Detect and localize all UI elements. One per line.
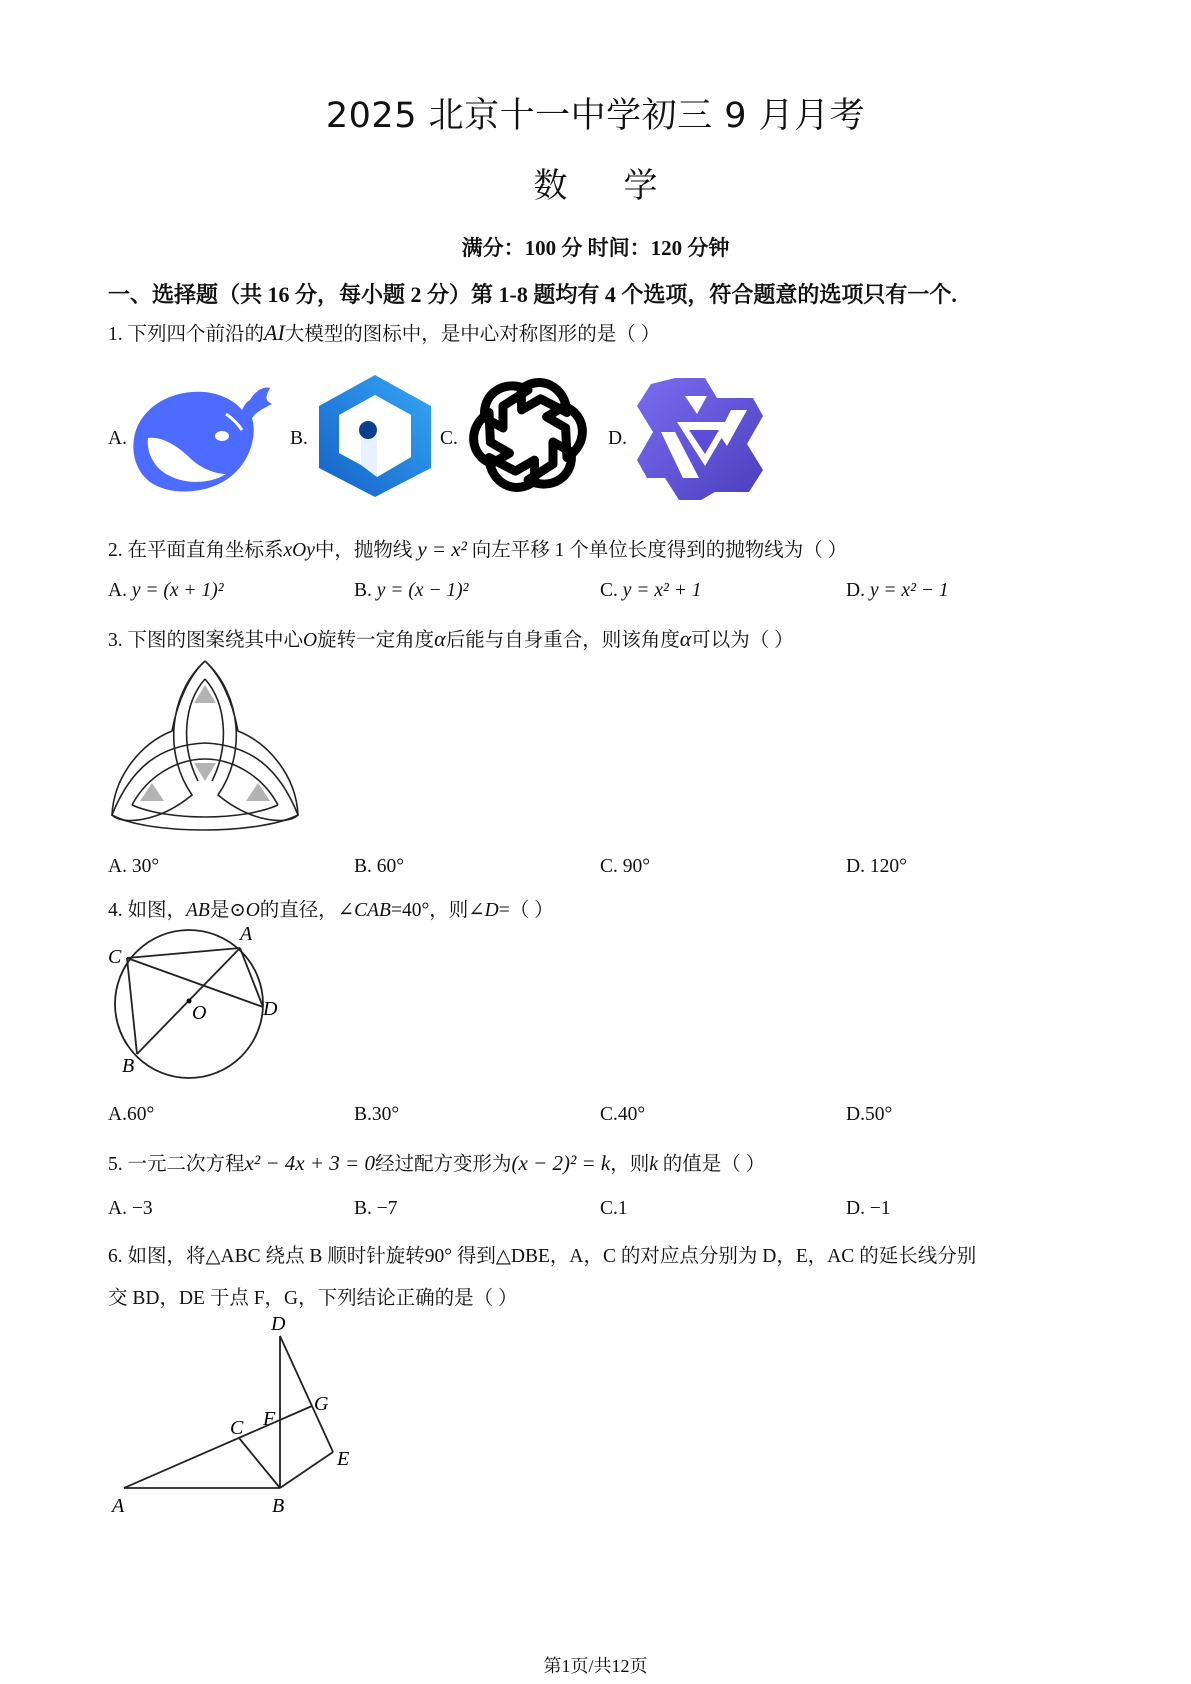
section-heading: 一、选择题（共 16 分，每小题 2 分）第 1-8 题均有 4 个选项，符合题意的选项只有一个. <box>108 282 957 307</box>
triquetra-figure <box>108 655 303 840</box>
circle-diameter-figure <box>100 918 300 1093</box>
subject-title <box>0 158 1191 207</box>
whale-logo-icon <box>130 378 280 498</box>
q3-option-c: C. 90° <box>600 856 651 877</box>
rotation-triangle-figure <box>100 1310 380 1520</box>
q1-option-a-label: A. <box>108 428 127 449</box>
q2-option-c: C. y = x² + 1 <box>600 580 702 601</box>
q3-option-d: D. 120° <box>846 856 907 877</box>
q2-option-a: A. y = (x + 1)² <box>108 580 224 601</box>
point-b-label: B <box>272 1495 285 1517</box>
point-f-label: F <box>263 1408 276 1430</box>
point-o-label: O <box>192 1002 207 1024</box>
exam-meta: 满分：100 分 时间：120 分钟 <box>461 236 730 260</box>
q5-option-c: C.1 <box>600 1198 628 1219</box>
point-g-label: G <box>314 1393 329 1415</box>
q4-option-d: D.50° <box>846 1104 893 1125</box>
question-5: 5. 一元二次方程x² − 4x + 3 = 0经过配方变形为(x − 2)² = k，则k 的值是（ ） <box>108 1151 766 1175</box>
point-a-label: A <box>112 1495 125 1517</box>
point-e-label: E <box>337 1448 350 1470</box>
q3-option-a: A. 30° <box>108 856 160 877</box>
q1-option-c-label: C. <box>440 428 458 449</box>
q1-option-b-label: B. <box>290 428 308 449</box>
q2-option-b: B. y = (x − 1)² <box>354 580 469 601</box>
question-3: 3. 下图的图案绕其中心O旋转一定角度α后能与自身重合，则该角度α可以为（ ） <box>108 626 794 651</box>
question-2: 2. 在平面直角坐标系xOy中，抛物线 y = x² 向左平移 1 个单位长度得到的抛物线为（ ） <box>108 537 848 561</box>
point-d-label: D <box>271 1313 286 1335</box>
question-6-line-2: 交 BD，DE 于点 F，G，下列结论正确的是（ ） <box>108 1288 518 1309</box>
point-c-label: C <box>230 1417 244 1439</box>
point-d-label: D <box>263 998 278 1020</box>
hexagon-cube-logo-icon <box>315 373 435 499</box>
q4-option-b: B.30° <box>354 1104 400 1125</box>
q2-option-d: D. y = x² − 1 <box>846 580 949 601</box>
point-a-label: A <box>240 923 253 945</box>
star-triangle-logo-icon <box>635 374 765 502</box>
exam-title: 2025 北京十一中学初三 9 月月考 <box>325 96 866 136</box>
q3-option-b: B. 60° <box>354 856 405 877</box>
question-1: 1. 下列四个前沿的AI大模型的图标中，是中心对称图形的是（ ） <box>108 320 661 345</box>
point-c-label: C <box>108 946 122 968</box>
q5-option-a: A. −3 <box>108 1198 153 1219</box>
point-b-label: B <box>122 1055 135 1077</box>
q1-option-d-label: D. <box>608 428 627 449</box>
q4-option-a: A.60° <box>108 1104 155 1125</box>
question-6-line-1: 6. 如图，将△ABC 绕点 B 顺时针旋转90° 得到△DBE，A，C 的对应点分别为 D，E，AC 的延长线分别 <box>108 1246 977 1267</box>
q4-option-c: C.40° <box>600 1104 646 1125</box>
subject-char-2: 学 <box>623 166 658 206</box>
q5-option-d: D. −1 <box>846 1198 891 1219</box>
question-4: 4. 如图，AB是⊙O的直径，∠CAB=40°，则∠D=（ ） <box>108 900 554 921</box>
page-number: 第1页/共12页 <box>543 1656 648 1676</box>
knot-flower-logo-icon <box>463 370 593 500</box>
subject-char-1: 数 <box>533 166 568 206</box>
q5-option-b: B. −7 <box>354 1198 398 1219</box>
